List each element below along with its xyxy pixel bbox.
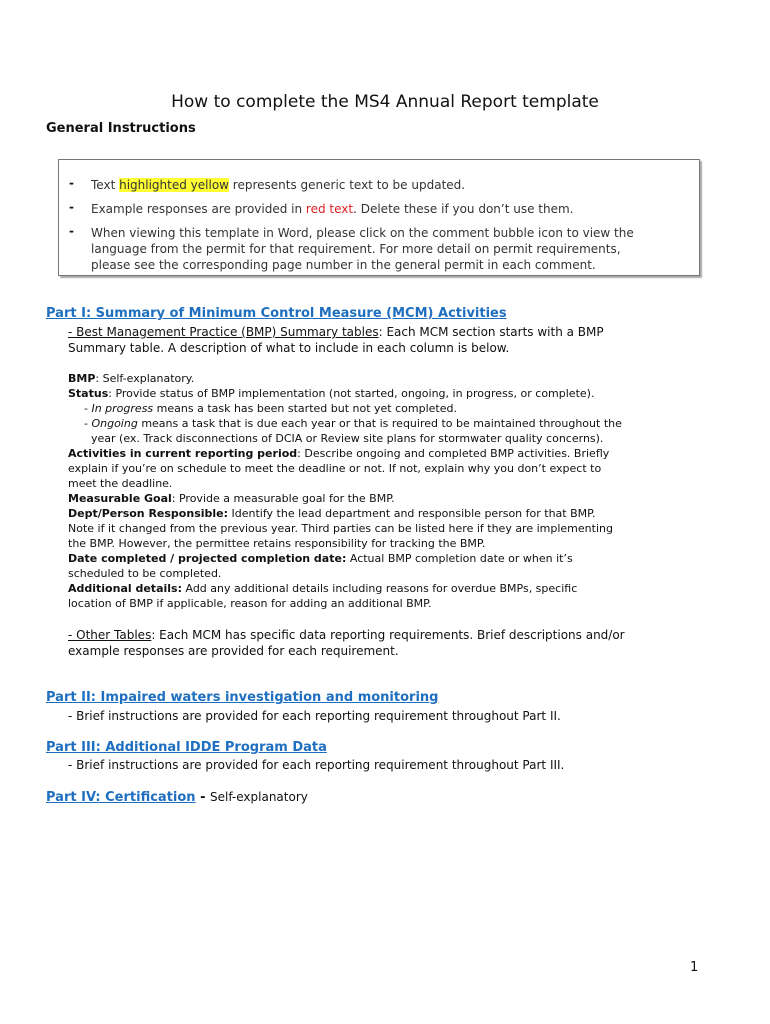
separator: - (195, 790, 211, 805)
term-label: Date completed / projected completion date: (68, 552, 347, 565)
highlighted-text: highlighted yellow (119, 178, 229, 192)
text-line: year (ex. Track disconnections of DCIA or Review site plans for stormwater quality concerns). (91, 432, 604, 445)
term-label: Additional details: (68, 582, 182, 595)
text-run: - (84, 417, 92, 430)
text-run: means a task that is due each year or that is required to be maintained throughout the (137, 417, 622, 430)
bullet-dash: - (69, 224, 74, 238)
term-label: Ongoing (91, 417, 138, 430)
text-run: : Self-explanatory. (95, 372, 195, 385)
text-line: the BMP. However, the permittee retains responsibility for tracking the BMP. (68, 537, 486, 550)
text-run: : Describe ongoing and completed BMP activities. Briefly (297, 447, 610, 460)
bullet-dash: - (69, 176, 74, 190)
instructions-box (58, 159, 700, 276)
text-line: Note if it changed from the previous year. Third parties can be listed here if they are implementing (68, 522, 613, 535)
text-run: : Provide a measurable goal for the BMP. (171, 492, 395, 505)
part1-intro (68, 324, 748, 356)
bmp-tables-label: - Best Management Practice (BMP) Summary tables (68, 325, 379, 339)
other-tables-label: - Other Tables (68, 628, 152, 642)
term-label: Status (68, 387, 109, 400)
page-number: 1 (690, 960, 699, 975)
part3-text: - Brief instructions are provided for each reporting requirement throughout Part III. (68, 758, 565, 772)
bullet-dash: - (69, 200, 74, 214)
text-line: explain if you’re on schedule to meet the deadline or not. If not, explain why you don’t expect to (68, 462, 602, 475)
bullet-text (91, 225, 697, 273)
part4-heading: Part IV: Certification (46, 790, 196, 805)
text-line: example responses are provided for each requirement. (68, 644, 399, 658)
term-label: Activities in current reporting period (68, 447, 298, 460)
text-run: : Each MCM has specific data reporting requirements. Brief descriptions and/or (151, 628, 625, 642)
part4-line (46, 790, 308, 805)
text-run: Example responses are provided in (91, 202, 306, 216)
term-label: BMP (68, 372, 96, 385)
bullet-text (91, 201, 697, 217)
term-label: Dept/Person Responsible: (68, 507, 229, 520)
text-run: Actual BMP completion date or when it’s (346, 552, 573, 565)
bullet-text (91, 177, 697, 193)
other-tables-paragraph (68, 627, 748, 659)
text-line: Summary table. A description of what to include in each column is below. (68, 341, 510, 355)
red-text: red text (305, 202, 354, 216)
text-run: - (84, 402, 92, 415)
text-run: represents generic text to be updated. (228, 178, 466, 192)
part2-text: - Brief instructions are provided for each reporting requirement throughout Part II. (68, 709, 561, 723)
text-run: : Each MCM section starts with a BMP (378, 325, 604, 339)
text-run: Text (91, 178, 120, 192)
text-line: please see the corresponding page number in the general permit in each comment. (91, 258, 596, 272)
general-instructions-heading: General Instructions (46, 121, 196, 136)
term-label: In progress (91, 402, 154, 415)
text-line: When viewing this template in Word, please click on the comment bubble icon to view the (91, 226, 634, 240)
part2-heading: Part II: Impaired waters investigation and monitoring (46, 690, 439, 705)
term-label: Measurable Goal (68, 492, 172, 505)
text-run: means a task has been started but not yet completed. (153, 402, 457, 415)
part1-heading: Part I: Summary of Minimum Control Measure (MCM) Activities (46, 306, 507, 321)
text-line: meet the deadline. (68, 477, 173, 490)
bmp-column-descriptions (68, 371, 748, 611)
text-run: : Provide status of BMP implementation (not started, ongoing, in progress, or complete). (108, 387, 595, 400)
text-line: location of BMP if applicable, reason for adding an additional BMP. (68, 597, 432, 610)
text-run: Identify the lead department and responsible person for that BMP. (228, 507, 596, 520)
text-line: scheduled to be completed. (68, 567, 222, 580)
text-run: Add any additional details including reasons for overdue BMPs, specific (181, 582, 578, 595)
part4-text: Self-explanatory (210, 790, 308, 804)
text-run: . Delete these if you don’t use them. (353, 202, 574, 216)
part3-heading: Part III: Additional IDDE Program Data (46, 740, 327, 755)
document-title: How to complete the MS4 Annual Report template (171, 92, 599, 112)
text-line: language from the permit for that requirement. For more detail on permit requirements, (91, 242, 621, 256)
